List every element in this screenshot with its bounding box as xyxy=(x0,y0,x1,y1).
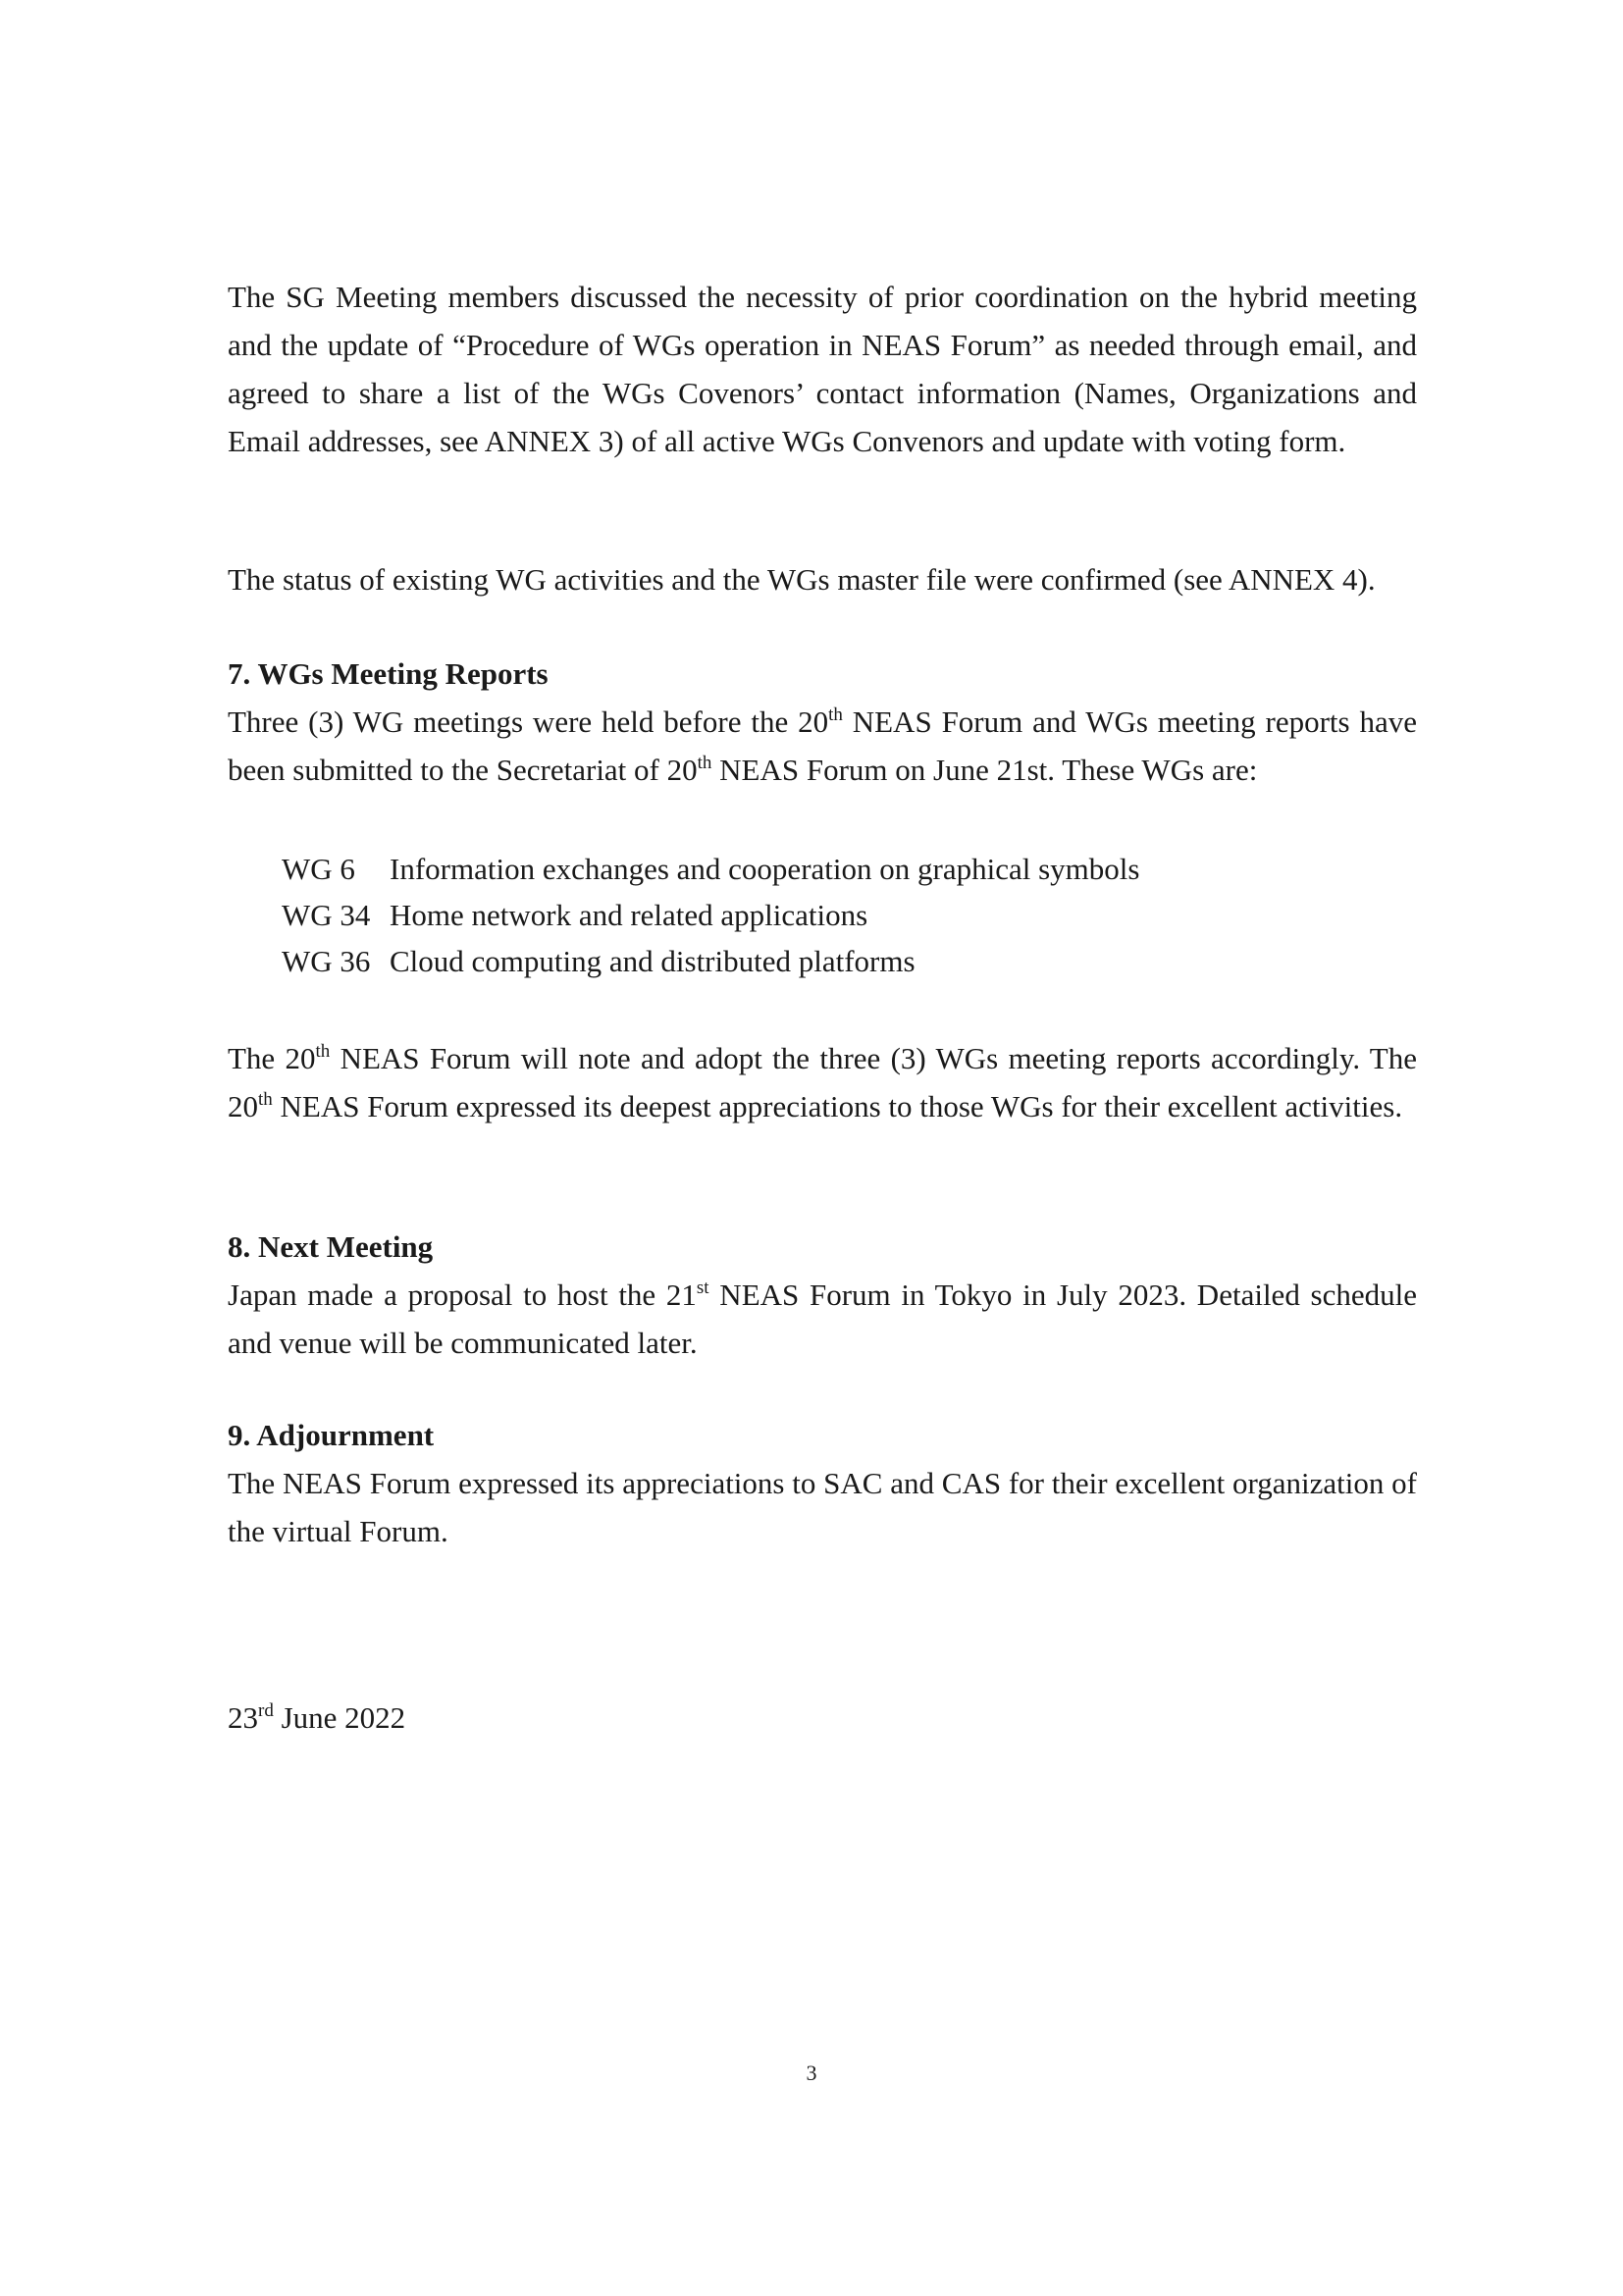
wg-list-item xyxy=(282,846,1139,892)
wg-title: Information exchanges and cooperation on graphical symbols xyxy=(390,852,1140,886)
section-9 xyxy=(228,1411,1417,1555)
document-date: 23rd June 2022 xyxy=(228,1700,406,1735)
section-8-heading: 8. Next Meeting xyxy=(228,1229,434,1264)
section-7 xyxy=(228,650,1417,794)
section-9-heading: 9. Adjournment xyxy=(228,1418,435,1452)
wg-list-item xyxy=(282,892,1139,938)
section-9-paragraph: The NEAS Forum expressed its appreciations to SAC and CAS for their excellent organization of the virtual Forum. xyxy=(228,1466,1417,1548)
wg-list-item xyxy=(282,938,1139,984)
wg-code: WG 36 xyxy=(282,944,371,978)
sg-meeting-paragraph-block xyxy=(228,273,1417,465)
wg-code: WG 6 xyxy=(282,852,355,886)
section-7-heading: 7. WGs Meeting Reports xyxy=(228,656,549,691)
wg-title: Home network and related applications xyxy=(390,898,868,932)
wg-list xyxy=(282,846,1139,984)
section-7-paragraph-1: Three (3) WG meetings were held before the 20th NEAS Forum and WGs meeting reports have been submitted to the Secretariat of 20th NEAS Forum on June 21st. These WGs are: xyxy=(228,704,1417,787)
sg-meeting-paragraph: The SG Meeting members discussed the necessity of prior coordination on the hybrid meeting and the update of “Procedure of WGs operation in NEAS Forum” as needed through email, and agreed to share a list of the WGs Covenors’ contact information (Names, Organizations and Email addresses, see ANNEX 3) of all active WGs Convenors and update with voting form. xyxy=(228,280,1417,458)
section-7-paragraph-2-block xyxy=(228,1034,1417,1130)
wg-code: WG 34 xyxy=(282,898,371,932)
date-block xyxy=(228,1694,1417,1742)
wg-title: Cloud computing and distributed platforms xyxy=(390,944,916,978)
section-8 xyxy=(228,1223,1417,1367)
section-8-paragraph: Japan made a proposal to host the 21st NEAS Forum in Tokyo in July 2023. Detailed schedule and venue will be communicated later. xyxy=(228,1278,1417,1360)
page-number: 3 xyxy=(806,2061,817,2085)
status-paragraph-block xyxy=(228,555,1417,603)
status-paragraph: The status of existing WG activities and the WGs master file were confirmed (see ANNEX 4). xyxy=(228,562,1376,597)
section-7-paragraph-2: The 20th NEAS Forum will note and adopt the three (3) WGs meeting reports accordingly. The 20th NEAS Forum expressed its deepest appreciations to those WGs for their excellent activities. xyxy=(228,1041,1417,1123)
